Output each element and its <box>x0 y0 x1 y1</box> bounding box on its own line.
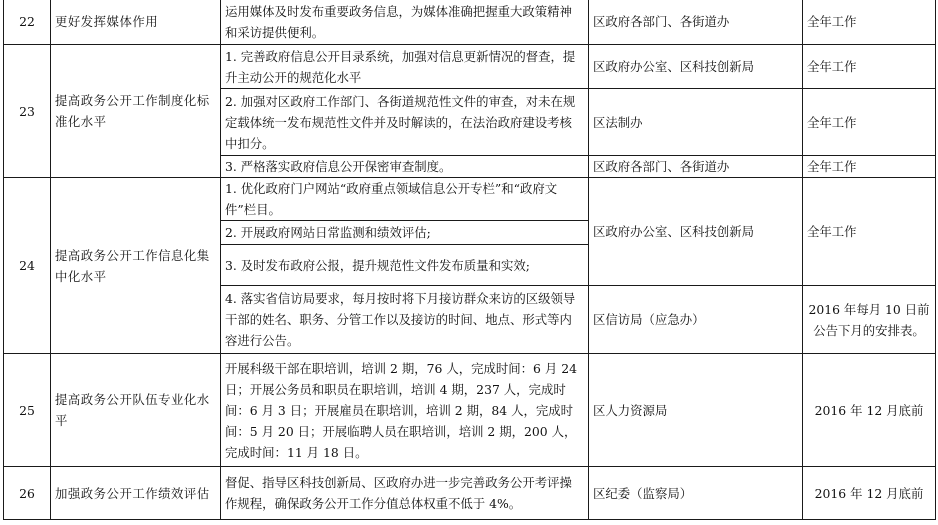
table-row <box>4 354 936 467</box>
time-limit: 全年工作 <box>803 89 936 156</box>
responsible-dept: 区纪委（监察局） <box>589 467 803 520</box>
work-measure: 1. 优化政府门户网站“政府重点领域信息公开专栏”和“政府文件”栏目。 <box>221 178 589 221</box>
work-measure: 3. 严格落实政府信息公开保密审查制度。 <box>221 156 589 178</box>
time-limit: 全年工作 <box>803 0 936 45</box>
work-measure: 督促、指导区科技创新局、区政府办进一步完善政务公开考评操作规程，确保政务公开工作分值总体权重不低于 4%。 <box>221 467 589 520</box>
row-number: 22 <box>4 0 51 45</box>
work-measure: 运用媒体及时发布重要政务信息，为媒体准确把握重大政策精神和采访提供便利。 <box>221 0 589 45</box>
responsible-dept: 区政府各部门、各街道办 <box>589 156 803 178</box>
row-number: 26 <box>4 467 51 520</box>
work-measure: 4. 落实省信访局要求，每月按时将下月接访群众来访的区级领导干部的姓名、职务、分管工作以及接访的时间、地点、形式等内容进行公告。 <box>221 286 589 354</box>
table-row <box>4 178 936 221</box>
time-limit: 2016 年 12 月底前 <box>803 354 936 467</box>
responsible-dept: 区政府办公室、区科技创新局 <box>589 178 803 286</box>
work-measure: 开展科级干部在职培训，培训 2 期，76 人，完成时间：6 月 24 日；开展公务员和职员在职培训，培训 4 期，237 人，完成时间：6 月 3 日；开展雇员在职培训，培训 2 期，84 人，完成时间：5 月 20 日；开展临聘人员在职培训，培训 2 期，200 人，完成时间：11 月 18 日。 <box>221 354 589 467</box>
work-item: 提高政务公开工作制度化标准化水平 <box>51 45 221 178</box>
work-item: 提高政务公开工作信息化集中化水平 <box>51 178 221 354</box>
responsible-dept: 区人力资源局 <box>589 354 803 467</box>
time-limit: 2016 年每月 10 日前公告下月的安排表。 <box>803 286 936 354</box>
table-row <box>4 0 936 45</box>
work-measure: 3. 及时发布政府公报，提升规范性文件发布质量和实效; <box>221 245 589 286</box>
work-measure: 2. 开展政府网站日常监测和绩效评估; <box>221 221 589 245</box>
table-row <box>4 45 936 89</box>
row-number: 23 <box>4 45 51 178</box>
table-row <box>4 467 936 520</box>
work-plan-table <box>3 0 936 520</box>
time-limit: 全年工作 <box>803 45 936 89</box>
row-number: 24 <box>4 178 51 354</box>
time-limit: 2016 年 12 月底前 <box>803 467 936 520</box>
time-limit: 全年工作 <box>803 178 936 286</box>
time-limit: 全年工作 <box>803 156 936 178</box>
work-item: 加强政务公开工作绩效评估 <box>51 467 221 520</box>
row-number: 25 <box>4 354 51 467</box>
work-item: 提高政务公开队伍专业化水平 <box>51 354 221 467</box>
work-measure: 1. 完善政府信息公开目录系统，加强对信息更新情况的督查，提升主动公开的规范化水平 <box>221 45 589 89</box>
work-measure: 2. 加强对区政府工作部门、各街道规范性文件的审查，对未在规定载体统一发布规范性文件并及时解读的，在法治政府建设考核中扣分。 <box>221 89 589 156</box>
responsible-dept: 区政府各部门、各街道办 <box>589 0 803 45</box>
responsible-dept: 区信访局（应急办） <box>589 286 803 354</box>
responsible-dept: 区政府办公室、区科技创新局 <box>589 45 803 89</box>
work-item: 更好发挥媒体作用 <box>51 0 221 45</box>
responsible-dept: 区法制办 <box>589 89 803 156</box>
